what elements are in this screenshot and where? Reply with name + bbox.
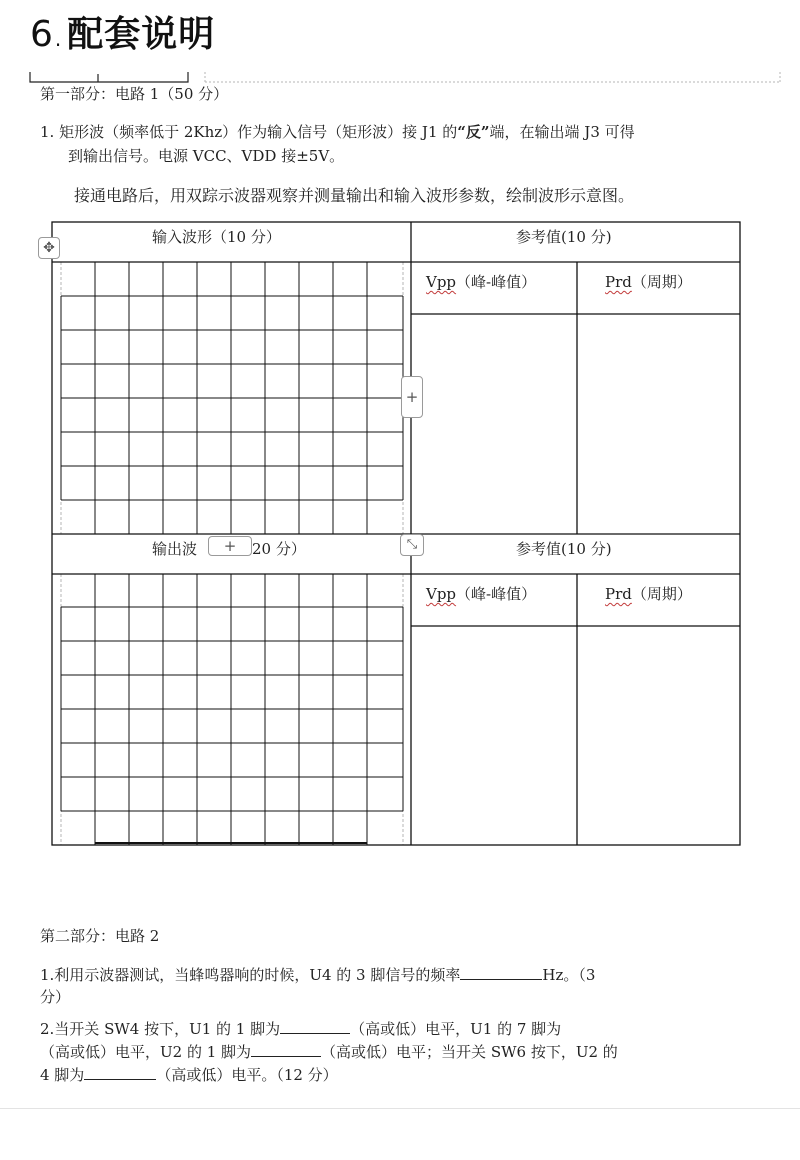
add-column-button[interactable]: +: [401, 376, 423, 418]
p2q2-l3-a: 4 脚为: [40, 1066, 85, 1084]
p2q2-l2-b: （高或低）电平；当开关 SW6 按下，U2 的: [321, 1043, 618, 1061]
part1-title: 第一部分：电路 1（50 分）: [40, 85, 229, 103]
vpp-suffix-1: （峰-峰值）: [456, 273, 537, 291]
part2-question-1: [40, 965, 595, 986]
vpp-name-2: Vpp: [426, 585, 457, 603]
p2q2-l1-b: （高或低）电平，U1 的 7 脚为: [350, 1020, 562, 1038]
reference-header-1: 参考值(10 分): [516, 228, 612, 246]
output-waveform-grid: [61, 574, 403, 845]
question-1-line-2: 到输出信号。电源 VCC、VDD 接±5V。: [68, 147, 345, 165]
section-number: 6: [30, 14, 53, 55]
output-waveform-header-left: 输出波: [152, 540, 198, 558]
prd-suffix-1: （周期）: [631, 273, 692, 291]
q1-text-post: 端，在输出端 J3 可得: [489, 123, 635, 141]
section-title: 配套说明: [67, 14, 216, 55]
q1-text-bold: “反”: [457, 123, 490, 141]
section-separator: .: [54, 27, 62, 51]
page-bottom-divider: [0, 1108, 800, 1109]
part2-question-1-line-2: 分）: [40, 988, 71, 1006]
p2q2-l3-b: （高或低）电平。（12 分）: [156, 1066, 338, 1084]
p2q2-l2-a: （高或低）电平，U2 的 1 脚为: [40, 1043, 252, 1061]
u2-pin4-answer-blank[interactable]: [84, 1065, 156, 1080]
part2-title: 第二部分：电路 2: [40, 927, 160, 945]
prd-name-1: Prd: [605, 273, 632, 291]
output-waveform-header-right: 20 分）: [252, 540, 306, 558]
vpp-name-1: Vpp: [426, 273, 457, 291]
table-resize-handle-icon[interactable]: ⤡: [400, 534, 424, 556]
p2q2-l1-a: 2.当开关 SW4 按下，U1 的 1 脚为: [40, 1020, 281, 1038]
u2-pin1-answer-blank[interactable]: [251, 1042, 321, 1057]
instruction-text: 接通电路后，用双踪示波器观察并测量输出和输入波形参数，绘制波形示意图。: [74, 186, 635, 205]
reference-header-2: 参考值(10 分): [516, 540, 612, 558]
add-row-button[interactable]: +: [208, 536, 252, 556]
part2-question-2-line-2: [40, 1042, 618, 1063]
q1-text-pre: 1. 矩形波（频率低于 2Khz）作为输入信号（矩形波）接 J1 的: [40, 123, 458, 141]
part2-question-2-line-3: [40, 1065, 338, 1086]
input-waveform-grid: [61, 262, 403, 534]
prd-name-2: Prd: [605, 585, 632, 603]
table-move-handle-icon[interactable]: ✥: [38, 237, 60, 259]
prd-label-2: [605, 583, 692, 604]
u1-pin1-answer-blank[interactable]: [280, 1019, 350, 1034]
vpp-label-1: [426, 271, 536, 292]
p2q1-text-post: Hz。（3: [542, 966, 596, 984]
input-waveform-header: 输入波形（10 分）: [152, 228, 281, 246]
part2-question-2-line-1: [40, 1019, 561, 1040]
prd-label-1: [605, 271, 692, 292]
vpp-suffix-2: （峰-峰值）: [456, 585, 537, 603]
vpp-label-2: [426, 583, 536, 604]
prd-suffix-2: （周期）: [631, 585, 692, 603]
p2q1-text-pre: 1.利用示波器测试，当蜂鸣器响的时候，U4 的 3 脚信号的频率: [40, 966, 461, 984]
frequency-answer-blank[interactable]: [460, 965, 542, 980]
